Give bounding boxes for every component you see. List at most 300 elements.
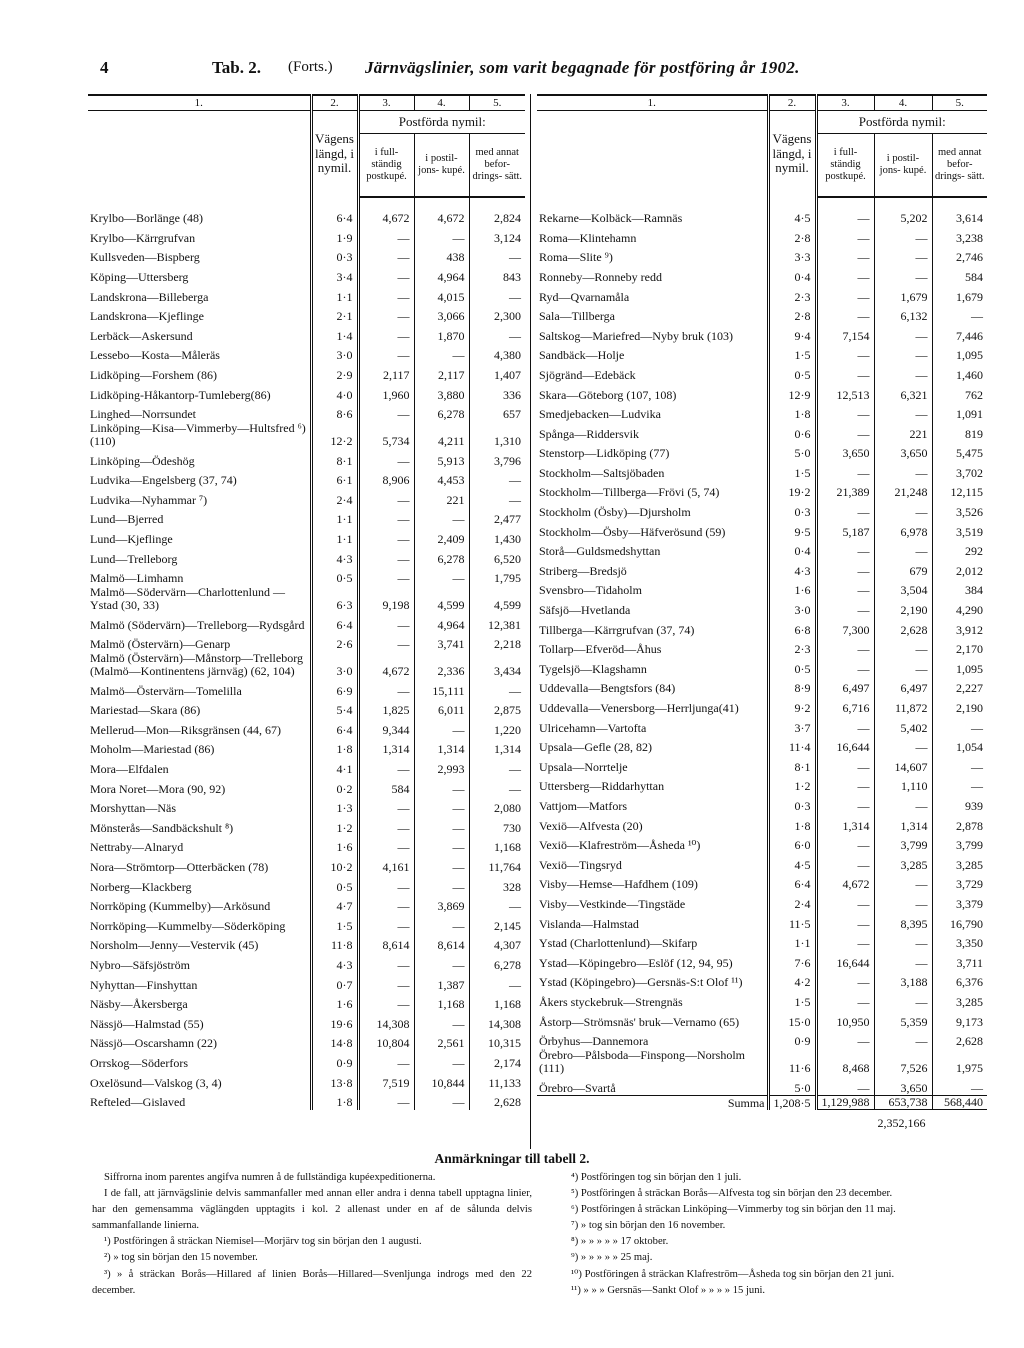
full-value: — (358, 796, 414, 816)
annat-value: 1,168 (469, 992, 525, 1012)
full-value: 8,614 (358, 933, 414, 953)
full-value: — (816, 637, 874, 657)
length-value: 2·4 (768, 892, 816, 912)
full-value: 4,161 (358, 855, 414, 875)
line-name: Norberg—Klackberg (90, 879, 192, 894)
table-row (537, 1029, 987, 1049)
annat-value: 2,746 (932, 245, 987, 265)
line-name: Ludvika—Nyhammar ⁷) (90, 492, 208, 507)
full-value: — (358, 679, 414, 699)
length-value: 5·0 (768, 441, 816, 461)
postil-value: 6,132 (874, 304, 932, 324)
table-row (88, 448, 525, 468)
annat-value: 384 (932, 578, 987, 598)
length-value: 0·9 (311, 1051, 358, 1071)
full-value: — (358, 448, 414, 468)
annat-value: — (469, 894, 525, 914)
table-row (537, 197, 987, 226)
line-name: Norrköping—Kummelby—Söderköping (90, 918, 286, 933)
annat-value: 1,310 (469, 422, 525, 449)
footnote-7: ⁷) » tog sin början den 16 november. (571, 1220, 726, 1232)
full-value: 7,300 (816, 617, 874, 637)
full-value: — (816, 853, 874, 873)
length-value: 2·4 (311, 488, 358, 508)
annat-value: — (932, 1075, 987, 1095)
table-row (537, 245, 987, 265)
table-row (88, 488, 525, 508)
annat-value: — (469, 757, 525, 777)
full-value: — (816, 402, 874, 422)
footnote-6: ⁶) Postföringen å sträckan Linköping—Vimmerby tog sin början den 11 maj. (571, 1204, 896, 1216)
annat-value: 3,285 (932, 990, 987, 1010)
length-value: 11·5 (768, 911, 816, 931)
postil-value: 4,672 (414, 197, 469, 226)
table-row (88, 855, 525, 875)
full-value: — (816, 1075, 874, 1095)
table-row (537, 480, 987, 500)
full-value: — (816, 265, 874, 285)
table-row (537, 422, 987, 442)
full-value: — (816, 931, 874, 951)
postil-value: — (874, 872, 932, 892)
table-row (537, 715, 987, 735)
line-name: Saltskog—Mariefred—Nyby bruk (103) (539, 328, 733, 343)
table-row (88, 1031, 525, 1051)
line-name: Sandbäck—Holje (539, 348, 625, 363)
postil-value: — (874, 343, 932, 363)
postil-value: 6,497 (874, 676, 932, 696)
line-name: Tygelsjö—Klagshamn (539, 661, 647, 676)
table-row (537, 304, 987, 324)
postil-value: — (874, 657, 932, 677)
col-length-header: Vägens längd, i nymil. (768, 111, 816, 198)
annat-value: 2,080 (469, 796, 525, 816)
full-value: — (358, 894, 414, 914)
page-header (0, 58, 1024, 82)
table-row (537, 931, 987, 951)
table-row (537, 637, 987, 657)
postil-value: — (874, 363, 932, 383)
line-name: Tillberga—Kärrgrufvan (37, 74) (539, 622, 695, 637)
length-value: 1·1 (311, 507, 358, 527)
length-value: 19·6 (311, 1012, 358, 1032)
line-name: Örebro—Svartå (539, 1080, 616, 1095)
postil-value: — (414, 566, 469, 586)
table-row (88, 468, 525, 488)
line-name: Åkers styckebruk—Strengnäs (539, 994, 683, 1009)
annat-value: 819 (932, 422, 987, 442)
table-row (537, 813, 987, 833)
full-value: — (358, 402, 414, 422)
col-num-2: 2. (768, 95, 816, 111)
annat-value: 3,711 (932, 951, 987, 971)
length-value: 1·2 (311, 816, 358, 836)
table-row (537, 794, 987, 814)
line-name: Köping—Uttersberg (90, 269, 189, 284)
length-value: 6·1 (311, 468, 358, 488)
length-value: 1·5 (768, 343, 816, 363)
line-name: Vislanda—Halmstad (539, 916, 639, 931)
postil-value: 2,190 (874, 598, 932, 618)
line-name: Mariestad—Skara (86) (90, 703, 201, 718)
line-name: Lund—Bjerred (90, 512, 164, 527)
postil-value: 1,387 (414, 972, 469, 992)
full-value: 5,187 (816, 520, 874, 540)
postil-value: — (874, 324, 932, 344)
full-value: 2,117 (358, 363, 414, 383)
length-value: 11·8 (311, 933, 358, 953)
full-value: — (358, 245, 414, 265)
length-value: 1·6 (311, 835, 358, 855)
annat-value: 9,173 (932, 1009, 987, 1029)
annat-value: 843 (469, 265, 525, 285)
full-value: 1,314 (358, 737, 414, 757)
full-value: — (816, 657, 874, 677)
annat-value: 3,796 (469, 448, 525, 468)
postil-value: — (874, 500, 932, 520)
line-name: Åstorp—Strömsnäs' bruk—Vernamo (65) (539, 1014, 740, 1029)
line-name: Ystad (Charlottenlund)—Skifarp (539, 936, 698, 951)
annat-value: 3,526 (932, 500, 987, 520)
col-num-3: 3. (358, 95, 414, 111)
annat-value: 336 (469, 382, 525, 402)
annat-value: — (469, 324, 525, 344)
summa-length: 1,208·5 (768, 1096, 816, 1110)
full-value: — (358, 1090, 414, 1110)
full-value: — (816, 774, 874, 794)
note-intro-1: Siffrorna inom parentes angifva numren å de fullständiga kupéexpeditionerna. (104, 1172, 436, 1183)
line-name: Mellerud—Mon—Riksgränsen (44, 67) (90, 722, 281, 737)
annat-value: 6,520 (469, 546, 525, 566)
length-value: 6·0 (768, 833, 816, 853)
page-number: 4 (100, 58, 109, 77)
full-value: — (358, 265, 414, 285)
full-value: — (816, 715, 874, 735)
postil-value: — (414, 835, 469, 855)
postil-value: — (414, 796, 469, 816)
postil-value: 6,278 (414, 402, 469, 422)
line-name: Ulricehamn—Vartofta (539, 720, 647, 735)
table-row (537, 911, 987, 931)
line-name: Norsholm—Jenny—Vestervik (45) (90, 938, 259, 953)
annat-value: 3,912 (932, 617, 987, 637)
summa-label: Summa (537, 1096, 768, 1110)
length-value: 9·2 (768, 696, 816, 716)
postil-value: — (874, 735, 932, 755)
line-name: Vexiö—Tingsryd (539, 857, 622, 872)
line-name: Roma—Slite ⁹) (539, 250, 613, 265)
annat-value: 6,376 (932, 970, 987, 990)
note-intro-2: I de fall, att järnvägslinie delvis sammanfaller med annan eller andra i denna tabell upptagna linier, har den gemensamma väglängden upptagits i kol. 2 allenast under en af de sålunda delvis sammanfallande linierna. (92, 1188, 532, 1232)
footnote-5: ⁵) Postföringen å sträckan Borås—Alfvesta tog sin början den 23 december. (571, 1188, 893, 1200)
length-value: 4·3 (311, 953, 358, 973)
annat-value: 3,350 (932, 931, 987, 951)
annat-value: 1,168 (469, 835, 525, 855)
annat-value: 10,315 (469, 1031, 525, 1051)
full-value: 584 (358, 776, 414, 796)
line-name: Upsala—Norrtelje (539, 759, 628, 774)
postil-value: 6,011 (414, 698, 469, 718)
length-value: 2·1 (311, 304, 358, 324)
full-value: 9,344 (358, 718, 414, 738)
postil-value: — (414, 1012, 469, 1032)
line-name: Linköping—Ödeshög (90, 453, 195, 468)
right-table (537, 94, 987, 1130)
full-value: — (358, 612, 414, 632)
line-name: Kullsveden—Bispberg (90, 250, 200, 265)
grand-total: 2,352,166 (816, 1110, 987, 1131)
footnote-1: ¹) Postföringen å sträckan Niemisel—Morjärv tog sin början den 1 augusti. (104, 1236, 422, 1248)
footnote-10: ¹⁰) Postföringen å sträckan Klafreström—Åsheda tog sin början den 21 juni. (571, 1268, 895, 1280)
line-name: Uddevalla—Venersborg—Herrljunga(41) (539, 701, 739, 715)
annat-value: 2,300 (469, 304, 525, 324)
postil-value: 21,248 (874, 480, 932, 500)
line-name: Mora Noret—Mora (90, 92) (90, 781, 226, 796)
line-name: Uddevalla—Bengtsfors (84) (539, 681, 676, 696)
table-row (88, 245, 525, 265)
full-value: 12,513 (816, 382, 874, 402)
notes-left (92, 1170, 532, 1299)
table-row (88, 652, 525, 679)
length-value: 0·3 (768, 500, 816, 520)
table-row (88, 527, 525, 547)
annat-value: 2,477 (469, 507, 525, 527)
full-value: 4,672 (358, 197, 414, 226)
table-row (88, 894, 525, 914)
footnote-9: ⁹) » » » » » 25 maj. (571, 1252, 653, 1264)
footnote-2: ²) » tog sin början den 15 november. (104, 1252, 258, 1264)
annat-value: 1,095 (932, 343, 987, 363)
annat-value: 1,091 (932, 402, 987, 422)
annat-value: — (469, 284, 525, 304)
annat-value: 584 (932, 265, 987, 285)
annat-value: 5,475 (932, 441, 987, 461)
postil-value: 5,913 (414, 448, 469, 468)
grand-total-row (537, 1110, 987, 1131)
postil-value: 3,799 (874, 833, 932, 853)
full-value: 1,825 (358, 698, 414, 718)
table-row (537, 402, 987, 422)
line-name: Landskrona—Kjeflinge (90, 309, 204, 324)
postil-value: — (414, 953, 469, 973)
full-value: — (816, 363, 874, 383)
full-value: 8,468 (816, 1049, 874, 1076)
annat-value: 1,975 (932, 1049, 987, 1076)
postil-value: — (414, 343, 469, 363)
annat-value: 1,095 (932, 657, 987, 677)
postil-value: 1,314 (414, 737, 469, 757)
full-value: — (358, 972, 414, 992)
postil-value: 2,409 (414, 527, 469, 547)
length-value: 3·0 (311, 343, 358, 363)
table-row (88, 343, 525, 363)
annat-value: 292 (932, 539, 987, 559)
postil-value: 4,211 (414, 422, 469, 449)
full-value: — (358, 507, 414, 527)
table-row (537, 324, 987, 344)
full-value: — (816, 892, 874, 912)
line-name: Nässjö—Halmstad (55) (90, 1016, 204, 1031)
table-row (88, 757, 525, 777)
table-row (88, 874, 525, 894)
line-name: Lidköping-Håkantorp-Tumleberg(86) (90, 387, 271, 402)
annat-value: — (469, 468, 525, 488)
line-name: Uttersberg—Riddarhyttan (539, 779, 665, 794)
annat-value: — (469, 972, 525, 992)
table-row (537, 696, 987, 716)
length-value: 0·4 (768, 539, 816, 559)
annat-value: 1,054 (932, 735, 987, 755)
line-name: Linghed—Norrsundet (90, 407, 196, 422)
table-row (537, 774, 987, 794)
full-value: 14,308 (358, 1012, 414, 1032)
line-name: Malmö (Södervärn)—Trelleborg—Rydsgård (90, 617, 305, 632)
table-row (88, 507, 525, 527)
length-value: 8·9 (768, 676, 816, 696)
length-value: 1·8 (768, 813, 816, 833)
annat-value: 4,380 (469, 343, 525, 363)
postil-value: 6,321 (874, 382, 932, 402)
full-value: 1,314 (816, 813, 874, 833)
col-num-1: 1. (537, 95, 768, 111)
table-row (537, 382, 987, 402)
length-value: 4·5 (768, 853, 816, 873)
line-name: Nybro—Säfsjöström (90, 957, 190, 972)
line-name: Nora—Strömtorp—Otterbäcken (78) (90, 860, 269, 874)
full-value: 1,960 (358, 382, 414, 402)
center-divider (530, 94, 531, 1149)
full-value: 6,497 (816, 676, 874, 696)
postil-value: — (874, 539, 932, 559)
length-value: 5·4 (311, 698, 358, 718)
table-row (88, 612, 525, 632)
full-value: — (358, 304, 414, 324)
length-value: 6·4 (311, 718, 358, 738)
annat-value: 3,285 (932, 853, 987, 873)
table-row (537, 1075, 987, 1095)
line-name: Tollarp—Efveröd—Åhus (539, 642, 662, 657)
footnote-4: ⁴) Postföringen tog sin början den 1 juli. (571, 1172, 742, 1183)
length-value: 1·5 (768, 990, 816, 1010)
postil-value: 5,202 (874, 197, 932, 226)
full-value: — (816, 598, 874, 618)
annat-value: 2,174 (469, 1051, 525, 1071)
postil-value: 8,395 (874, 911, 932, 931)
line-name: Sala—Tillberga (539, 309, 616, 324)
annat-value: — (932, 774, 987, 794)
notes-heading: Anmärkningar till tabell 2. (434, 1151, 590, 1166)
left-table (88, 94, 525, 1110)
postil-value: 3,869 (414, 894, 469, 914)
length-value: 0·3 (768, 794, 816, 814)
line-name: Vexiö—Alfvesta (20) (539, 818, 643, 833)
full-value: — (358, 546, 414, 566)
length-value: 6·4 (311, 197, 358, 226)
postil-value: — (414, 1051, 469, 1071)
full-value: — (816, 304, 874, 324)
col-num-2: 2. (311, 95, 358, 111)
annat-value: 2,628 (469, 1090, 525, 1110)
col-full-header: i full- ständig postkupé. (816, 134, 874, 198)
length-value: 10·2 (311, 855, 358, 875)
table-row (537, 343, 987, 363)
postil-value: 221 (874, 422, 932, 442)
line-name: Ystad—Köpingebro—Eslöf (12, 94, 95) (539, 955, 733, 970)
postil-value: — (874, 226, 932, 246)
annat-value: 657 (469, 402, 525, 422)
full-value: 8,906 (358, 468, 414, 488)
length-value: 8·6 (311, 402, 358, 422)
full-value: — (816, 284, 874, 304)
annat-value: 3,238 (932, 226, 987, 246)
full-value: — (816, 794, 874, 814)
full-value: 6,716 (816, 696, 874, 716)
table-row (537, 559, 987, 579)
table-row (88, 363, 525, 383)
table-row (537, 676, 987, 696)
full-value: 16,644 (816, 735, 874, 755)
summa-full: 1,129,988 (816, 1096, 874, 1110)
postil-value: 679 (874, 559, 932, 579)
annat-value: 2,227 (932, 676, 987, 696)
annat-value: 11,133 (469, 1070, 525, 1090)
full-value: — (816, 461, 874, 481)
full-value: 4,672 (816, 872, 874, 892)
table-row (537, 520, 987, 540)
table-row (537, 990, 987, 1010)
length-value: 1·3 (311, 796, 358, 816)
length-value: 1·2 (768, 774, 816, 794)
postil-value: — (874, 461, 932, 481)
annat-value: 3,434 (469, 652, 525, 679)
table-row (88, 632, 525, 652)
line-name: Ryd—Qvarnamåla (539, 289, 630, 304)
footnote-8: ⁸) » » » » » 17 oktober. (571, 1236, 669, 1248)
full-value: — (816, 422, 874, 442)
postil-value: 1,314 (874, 813, 932, 833)
full-value: — (816, 970, 874, 990)
continued-label: (Forts.) (288, 59, 333, 75)
table-row (88, 679, 525, 699)
length-value: 4·1 (311, 757, 358, 777)
length-value: 1·5 (768, 461, 816, 481)
postil-value: 4,015 (414, 284, 469, 304)
notes-right (571, 1170, 1001, 1299)
postil-value: — (414, 226, 469, 246)
full-value: 7,519 (358, 1070, 414, 1090)
length-value: 4·3 (311, 546, 358, 566)
line-name: Krylbo—Kärrgrufvan (90, 230, 196, 245)
annat-value: 328 (469, 874, 525, 894)
line-name: Ystad (Köpingebro)—Gersnäs-S:t Olof ¹¹) (539, 975, 743, 990)
postil-value: — (414, 914, 469, 934)
line-name: Orrskog—Söderfors (90, 1055, 188, 1070)
line-name: Mönsterås—Sandbäckshult ⁸) (90, 820, 234, 835)
line-name: Norrköping (Kummelby)—Arkösund (90, 899, 271, 914)
full-value: — (358, 914, 414, 934)
full-value: — (816, 559, 874, 579)
length-value: 0·6 (768, 422, 816, 442)
line-name: Malmö (Östervärn)—Månstorp—Trelleborg (Malmö—Kontinentens järnväg) (62, 104) (90, 650, 303, 679)
postil-value: — (874, 951, 932, 971)
table-row (88, 226, 525, 246)
table-row (88, 718, 525, 738)
postil-value: 6,978 (874, 520, 932, 540)
table-row (537, 363, 987, 383)
postil-value: 11,872 (874, 696, 932, 716)
col-num-1: 1. (88, 95, 311, 111)
postil-value: — (874, 990, 932, 1010)
